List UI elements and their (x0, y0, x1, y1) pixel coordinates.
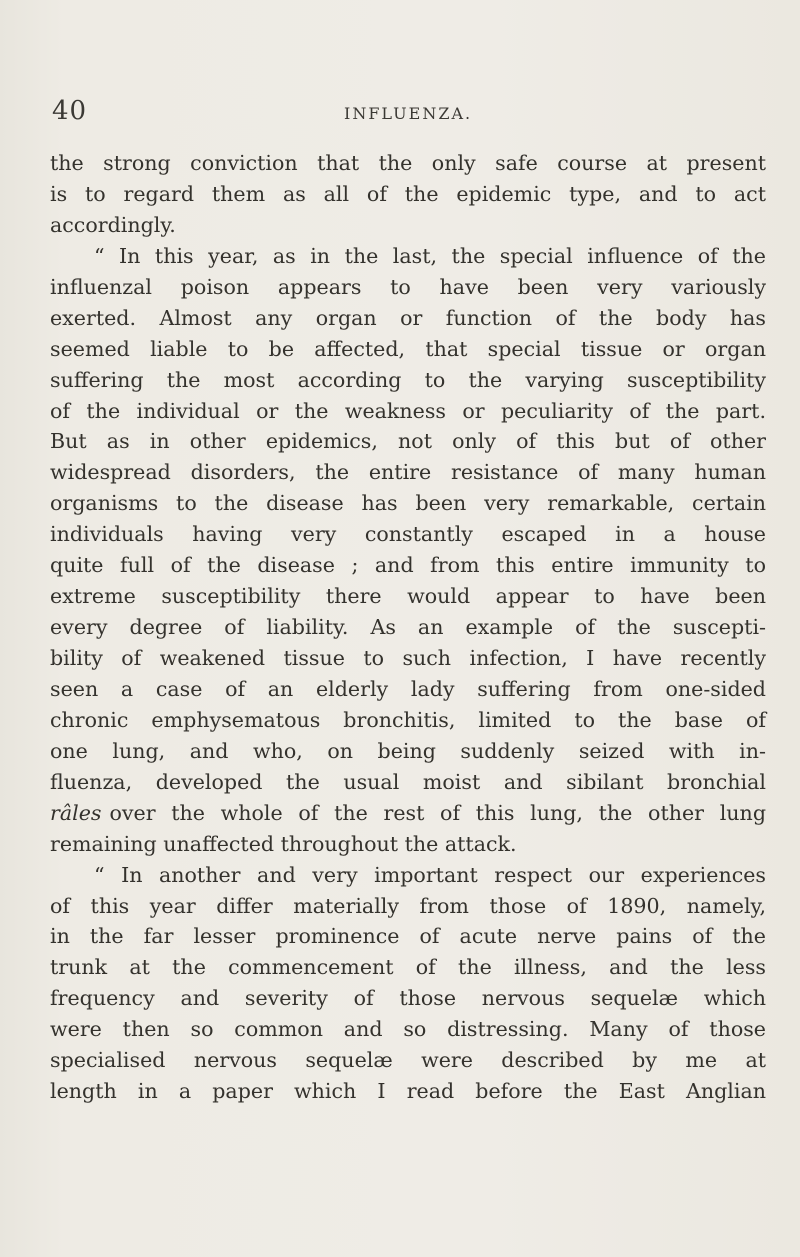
text-line: specialised nervous sequelæ were described by me at (50, 1048, 766, 1073)
text-line-with-italic (50, 798, 766, 829)
text-line: suffering the most according to the varying susceptibility (50, 367, 766, 392)
text-line: one lung, and who, on being suddenly seized with in- (50, 738, 766, 763)
text-line: extreme susceptibility there would appear to have been (50, 584, 766, 609)
text-line: trunk at the commencement of the illness, and the less (50, 955, 766, 980)
text-line: widespread disorders, the entire resistance of many human (50, 460, 766, 485)
text-line: frequency and severity of those nervous sequelæ which (50, 986, 766, 1011)
text-line: in the far lesser prominence of acute nerve pains of the (50, 924, 766, 949)
text-line: every degree of liability. As an example of the suscepti- (50, 615, 766, 640)
text-line: seemed liable to be affected, that special tissue or organ (50, 336, 766, 361)
text-line: bility of weakened tissue to such infection, I have recently (50, 646, 766, 670)
text-line: accordingly. (50, 212, 176, 237)
body-text (50, 148, 766, 1107)
text-line: organisms to the disease has been very remarkable, certain (50, 491, 766, 516)
text-line-rest: over the whole of the rest of this lung, the other lung (109, 800, 766, 825)
running-head (0, 96, 800, 136)
text-line: is to regard them as all of the epidemic type, and to act (50, 181, 766, 206)
text-line: fluenza, developed the usual moist and sibilant bronchial (50, 769, 766, 794)
italic-term: râles (50, 800, 102, 825)
text-line: of the individual or the weakness or peculiarity of the part. (50, 398, 766, 423)
text-line: were then so common and so distressing. Many of those (50, 1017, 766, 1042)
text-line: exerted. Almost any organ or function of the body has (50, 305, 766, 330)
text-line: the strong conviction that the only safe course at present (50, 151, 766, 175)
text-line: But as in other epidemics, not only of this but of other (50, 429, 766, 454)
text-line: remaining unaffected throughout the attack. (50, 831, 517, 856)
text-line: of this year differ materially from those of 1890, namely, (50, 893, 766, 918)
text-line: quite full of the disease ; and from this entire immunity to (50, 553, 766, 578)
page-number: 40 (52, 96, 88, 126)
text-line: individuals having very constantly escaped in a house (50, 522, 766, 547)
paragraph-start: “ In this year, as in the last, the special influence of the (94, 243, 766, 268)
text-line: seen a case of an elderly lady suffering from one-sided (50, 676, 766, 701)
running-title: INFLUENZA. (344, 104, 473, 123)
text-line: chronic emphysematous bronchitis, limited to the base of (50, 707, 766, 732)
text-line: influenzal poison appears to have been very variously (50, 274, 766, 299)
text-line: length in a paper which I read before the East Anglian (50, 1079, 766, 1104)
paragraph-start: “ In another and very important respect our experiences (94, 862, 766, 887)
